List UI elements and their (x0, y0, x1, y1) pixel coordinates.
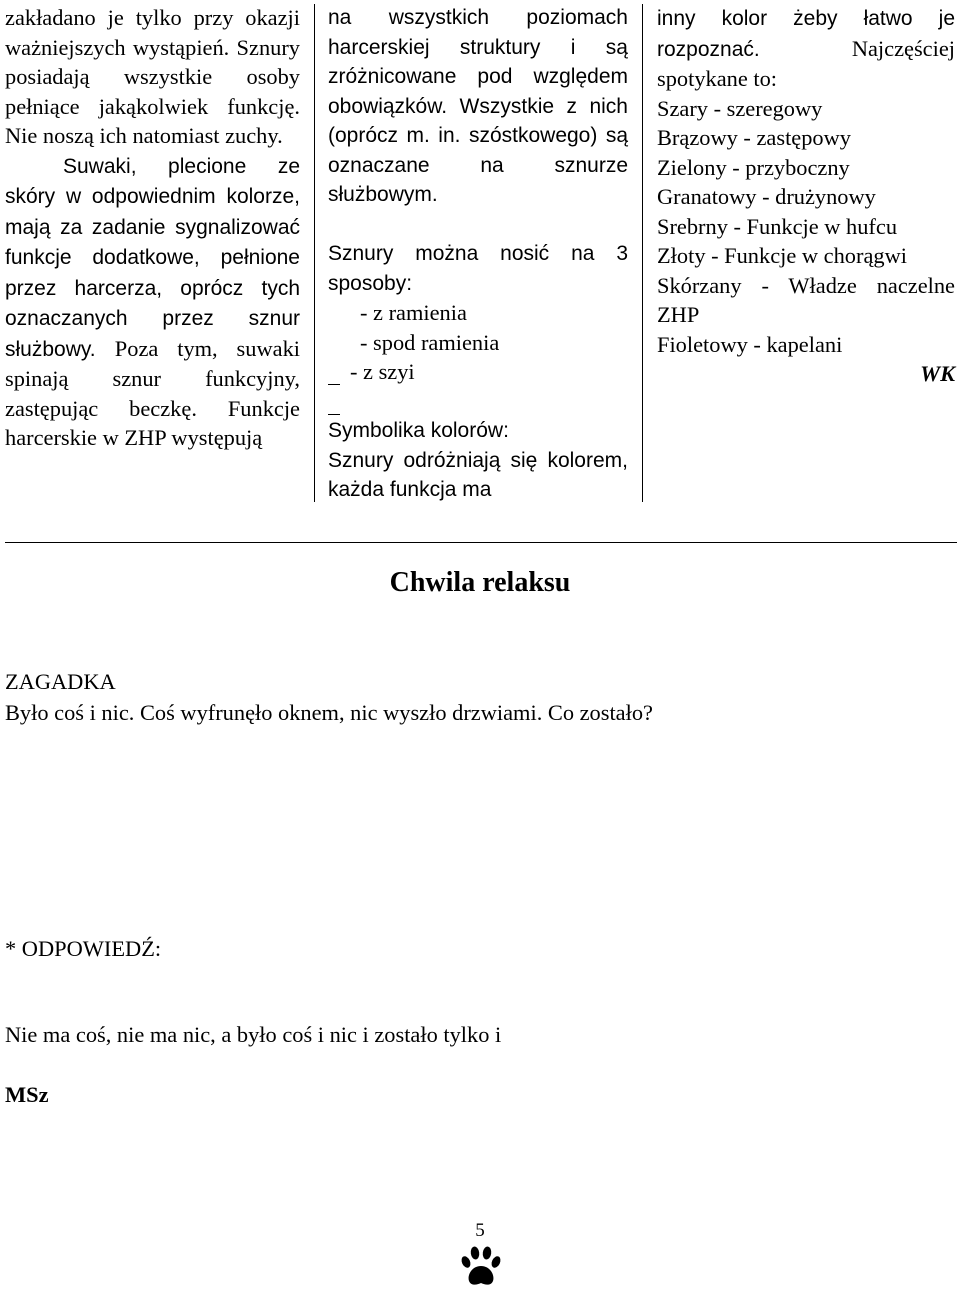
paw-print-icon (458, 1244, 504, 1290)
color-item: Skórzany - Władze naczelne ZHP (657, 272, 955, 327)
color-item: Fioletowy - kapelani (657, 331, 843, 357)
suwaki-text: Suwaki, plecione ze skóry w odpowiednim kolorze, mają za zadanie sygnalizować funkcje dodatkowe, pełnione przez harcerza, oprócz tych oznaczanych przez sznur służbowy. (5, 154, 300, 361)
paragraph-kolory (657, 3, 955, 94)
author-signature: WK (920, 361, 955, 386)
suwaki-text-2: Poza tym, suwaki spinają sznur funkcyjny, zastępując beczkę. (5, 335, 300, 421)
author-signature: MSz (5, 1082, 49, 1107)
column-3 (657, 3, 955, 389)
riddle-answer: Nie ma coś, nie ma nic, a było coś i nic i zostało tylko i (5, 1022, 502, 1047)
answer-label: * ODPOWIEDŹ: (5, 936, 162, 961)
horizontal-divider (5, 542, 957, 543)
kolory-intro: inny kolor żeby łatwo je rozpoznać. (657, 7, 955, 61)
paragraph-sznury: zakładano je tylko przy okazji ważniejszych wystąpień. Sznury posiadają wszystkie osoby pełniące jakąkolwiek funkcję. Nie noszą ich natomiast zuchy. (5, 5, 300, 148)
way-item: - z szyi (328, 357, 628, 387)
paragraph-sposoby: Sznury można nosić na 3 sposoby: (328, 242, 628, 295)
paragraph-funkcje: na wszystkich poziomach harcerskiej struktury i są zróżnicowane pod względem obowiązków. Wszystkie z nich (oprócz m. in. szóstkowego) są oznaczane na sznurze służbowym. (328, 6, 628, 206)
suwaki-text-3: Funkcje harcerskie w ZHP występują (5, 395, 300, 450)
column-2 (328, 3, 628, 505)
column-1 (5, 3, 300, 453)
symbolika-text: Sznury odróżniają się kolorem, każda funkcja ma (328, 448, 628, 501)
color-item: Granatowy - drużynowy (657, 184, 876, 209)
bullet-dash-icon (328, 414, 340, 415)
empty-bullet (328, 387, 628, 417)
column-divider (642, 4, 643, 502)
way-item: - spod ramienia (360, 329, 500, 355)
article-columns (0, 0, 960, 505)
symbolika-title: Symbolika kolorów: (328, 419, 509, 442)
bullet-dash-icon (328, 384, 340, 385)
color-item: Złoty - Funkcje w chorągwi (657, 243, 907, 268)
way-item: - z ramienia (360, 300, 467, 325)
column-divider (314, 4, 315, 502)
paragraph-suwaki (5, 151, 300, 453)
zagadka-label: ZAGADKA (5, 669, 116, 694)
section-heading: Chwila relaksu (389, 567, 571, 598)
kolory-intro-2: Najczęściej spotykane to: (657, 35, 955, 91)
color-item: Szary - szeregowy (657, 95, 823, 121)
color-item: Srebrny - Funkcje w hufcu (657, 213, 898, 239)
color-item: Brązowy - zastępowy (657, 125, 851, 150)
page-number: 5 (475, 1220, 485, 1241)
riddle-question: Było coś i nic. Coś wyfrunęło oknem, nic wyszło drzwiami. Co zostało? (5, 700, 653, 725)
color-item: Zielony - przyboczny (657, 154, 850, 180)
